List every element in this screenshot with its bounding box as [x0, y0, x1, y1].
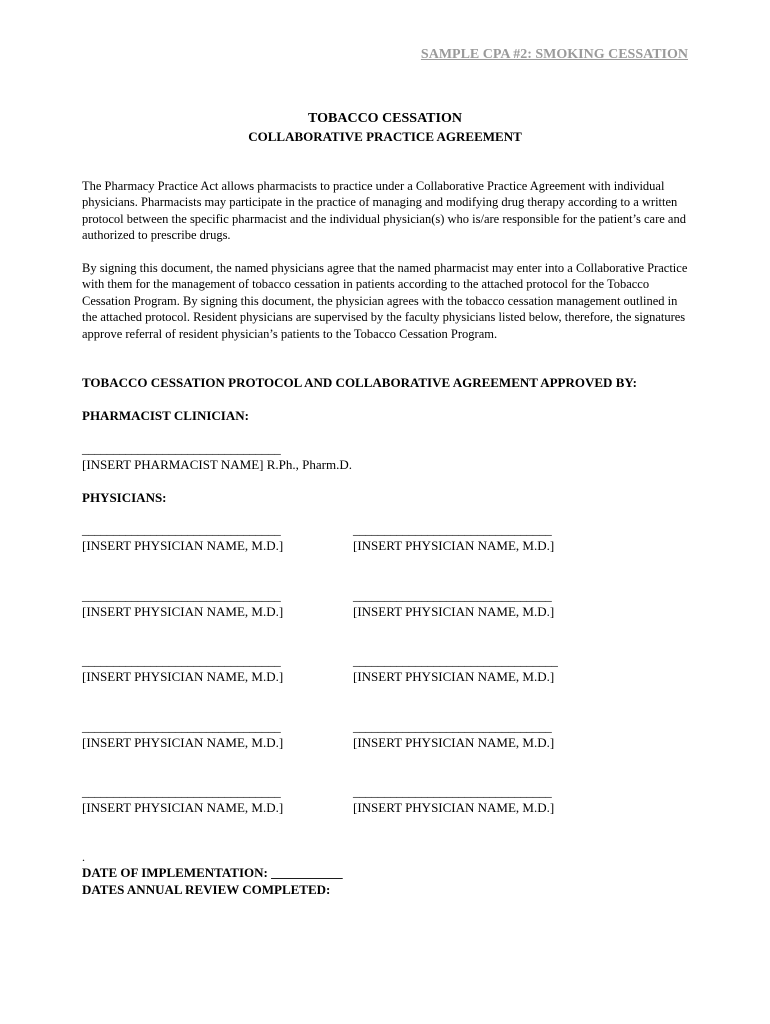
physicians-heading: PHYSICIANS:: [82, 490, 167, 505]
signature-line: ________________________________: [353, 784, 552, 799]
physician-signature-block: [353, 784, 554, 816]
physician-name: [INSERT PHYSICIAN NAME, M.D.]: [82, 800, 284, 815]
physician-signature-block: [353, 653, 558, 685]
physician-name: [INSERT PHYSICIAN NAME, M.D.]: [82, 735, 284, 750]
signature-line: ________________________________: [353, 588, 552, 603]
physician-signature-block: [353, 719, 554, 751]
signature-line: ________________________________: [82, 588, 281, 603]
document-header-label: SAMPLE CPA #2: SMOKING CESSATION: [420, 47, 688, 62]
physician-name: [INSERT PHYSICIAN NAME, M.D.]: [82, 669, 284, 684]
physician-name: [INSERT PHYSICIAN NAME, M.D.]: [353, 669, 555, 684]
signature-line: ________________________________: [82, 441, 281, 456]
stray-period: .: [82, 850, 85, 864]
document-title: TOBACCO CESSATION: [308, 111, 462, 126]
signature-line: ________________________________: [82, 719, 281, 734]
physician-name: [INSERT PHYSICIAN NAME, M.D.]: [82, 604, 284, 619]
pharmacist-signature-block: [82, 441, 352, 473]
annual-review-label: DATES ANNUAL REVIEW COMPLETED:: [82, 882, 331, 897]
physician-name: [INSERT PHYSICIAN NAME, M.D.]: [353, 604, 555, 619]
approval-heading: TOBACCO CESSATION PROTOCOL AND COLLABORATIVE AGREEMENT APPROVED BY:: [82, 375, 637, 390]
physician-signature-block: [82, 522, 283, 554]
pharmacist-name: [INSERT PHARMACIST NAME] R.Ph., Pharm.D.: [82, 457, 352, 472]
signature-line: ________________________________: [82, 522, 281, 537]
physician-signature-block: [353, 588, 554, 620]
document-subtitle: COLLABORATIVE PRACTICE AGREEMENT: [248, 129, 522, 144]
physician-signature-block: [82, 588, 283, 620]
physician-name: [INSERT PHYSICIAN NAME, M.D.]: [353, 800, 555, 815]
physician-signature-block: [82, 784, 283, 816]
implementation-date-label: DATE OF IMPLEMENTATION: ___________: [82, 865, 343, 880]
pharmacist-heading: PHARMACIST CLINICIAN:: [82, 408, 249, 423]
physician-signature-block: [353, 522, 554, 554]
agreement-paragraph: By signing this document, the named physicians agree that the named pharmacist may enter into a Collaborative Practice with them for the management of tobacco cessation in patients according to the attached protocol for the Tobacco Cessation Program. By signing this document, the physician agrees with the tobacco cessation management outlined in the attached protocol. Resident physicians are supervised by the faculty physicians listed below, therefore, the signatures approve referral of resident physician’s patients to the Tobacco Cessation Program.: [82, 261, 688, 341]
signature-line: ________________________________: [353, 719, 552, 734]
physician-signature-block: [82, 719, 283, 751]
signature-line: ________________________________: [82, 784, 281, 799]
signature-line: _________________________________: [353, 653, 558, 668]
physician-name: [INSERT PHYSICIAN NAME, M.D.]: [353, 735, 555, 750]
signature-line: ________________________________: [82, 653, 281, 668]
signature-line: ________________________________: [353, 522, 552, 537]
physician-signature-block: [82, 653, 283, 685]
physician-name: [INSERT PHYSICIAN NAME, M.D.]: [353, 538, 555, 553]
intro-paragraph: The Pharmacy Practice Act allows pharmacists to practice under a Collaborative Practice Agreement with individual physicians. Pharmacists may participate in the practice of managing and modifying drug therapy according to a written protocol between the specific pharmacist and the individual physician(s) who is/are responsible for the patient’s care and authorized to prescribe drugs.: [82, 179, 686, 243]
physician-name: [INSERT PHYSICIAN NAME, M.D.]: [82, 538, 284, 553]
